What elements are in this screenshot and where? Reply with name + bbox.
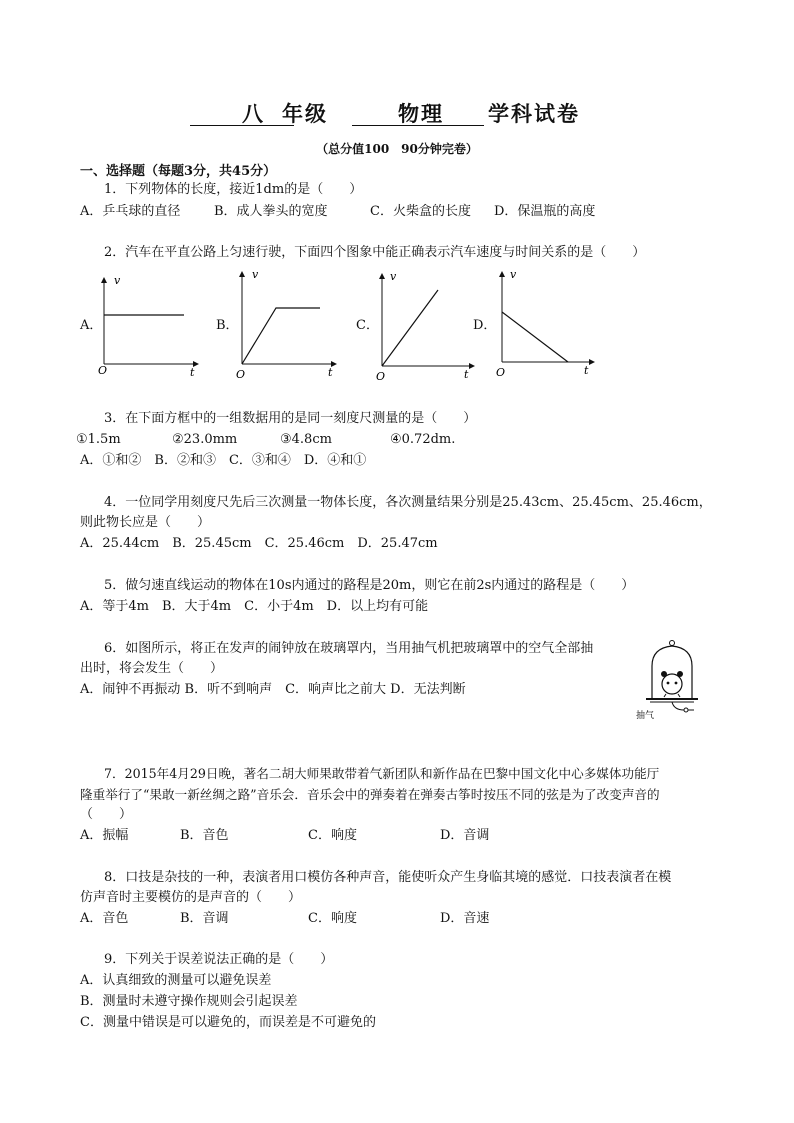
q9-option-a: A．认真细致的测量可以避免误差 [80, 973, 272, 988]
q4-stem-line1: 4．一位同学用刻度尺先后三次测量一物体长度，各次测量结果分别是25.43cm、25.45cm、25.46cm， [104, 495, 712, 510]
clock-leg [678, 694, 680, 697]
q9-stem: 9．下列关于误差说法正确的是（ ） [104, 952, 334, 967]
t-label: t [584, 364, 589, 377]
q9-option-b: B．测量时未遵守操作规则会引起误差 [80, 994, 298, 1009]
q2-label-c: C． [356, 318, 379, 333]
velocity-line [242, 308, 320, 364]
q7-stem-line3: （ ） [80, 807, 133, 822]
clock-face-mark [667, 682, 670, 685]
q3-data-2: ②23.0mm [172, 432, 238, 447]
grade-suffix: 年级 [282, 101, 328, 126]
q8-option-b: B．音调 [180, 911, 229, 926]
q3-data-4: ④0.72dm. [390, 432, 456, 447]
bell-jar-figure [636, 638, 716, 724]
q2-label-d: D． [473, 318, 497, 333]
q1-stem: 1．下列物体的长度，接近1dm的是（ ） [104, 182, 363, 197]
q3-data-1: ①1.5m [76, 432, 121, 447]
exam-suffix: 学科试卷 [488, 101, 580, 126]
q5-stem: 5．做匀速直线运动的物体在10s内通过的路程是20m，则它在前2s内通过的路程是（ ） [104, 578, 635, 593]
clock-bell-left [661, 671, 667, 677]
velocity-line [502, 312, 568, 362]
q4-stem-line2: 则此物长应是（ ） [80, 515, 211, 530]
q8-stem-line2: 仿声音时主要模仿的是声音的（ ） [80, 890, 302, 905]
alarm-clock-icon [662, 674, 682, 694]
vacuum-tube [672, 702, 684, 710]
t-label: t [464, 368, 469, 381]
q2-label-a: A． [80, 318, 103, 333]
origin-label: O [496, 366, 506, 379]
q1-option-b: B．成人拳头的宽度 [214, 204, 328, 219]
q7-stem-line2: 隆重举行了“果敢一新丝绸之路”音乐会．音乐会中的弹奏着在弹奏古筝时按压不同的弦是为了改变声音的 [80, 787, 660, 802]
origin-label: O [98, 364, 108, 377]
q2-graph-a [94, 270, 204, 378]
v-label: v [390, 270, 397, 283]
q7-option-a: A．振幅 [80, 828, 129, 843]
q7-option-b: B．音色 [180, 828, 229, 843]
q8-stem-line1: 8．口技是杂技的一种，表演者用口模仿各种声音，能使听众产生身临其境的感觉．口技表演者在模 [104, 870, 672, 885]
grade-value: 八 [242, 101, 265, 126]
q7-option-d: D．音调 [440, 828, 490, 843]
q5-options: A．等于4m B．大于4m C．小于4m D．以上均有可能 [80, 599, 429, 614]
v-label: v [114, 274, 121, 287]
origin-label: O [236, 368, 246, 381]
q9-option-c: C．测量中错误是可以避免的，而误差是不可避免的 [80, 1015, 376, 1030]
t-label: t [328, 366, 333, 379]
q3-stem: 3．在下面方框中的一组数据用的是同一刻度尺测量的是（ ） [104, 411, 477, 426]
subject-value: 物理 [398, 101, 444, 126]
q8-option-a: A．音色 [80, 911, 129, 926]
valve-icon [684, 708, 688, 712]
t-label: t [190, 366, 195, 378]
clock-bell-right [677, 671, 683, 677]
clock-face-mark [675, 682, 678, 685]
grade-underline [190, 125, 294, 126]
exam-title [190, 98, 610, 130]
section-title: 一、选择题（每题3分，共45分） [80, 164, 277, 179]
q6-stem-line1: 6．如图所示，将正在发声的闹钟放在玻璃罩内，当用抽气机把玻璃罩中的空气全部抽 [104, 641, 594, 656]
clock-leg [664, 694, 666, 697]
q8-option-c: C．响度 [308, 911, 357, 926]
q2-graph-b [232, 264, 344, 382]
subject-underline [352, 125, 484, 126]
exam-subtitle: （总分值100 90分钟完卷） [316, 142, 478, 156]
q1-option-c: C．火柴盒的长度 [370, 204, 471, 219]
q1-option-a: A．乒乓球的直径 [80, 204, 181, 219]
v-label: v [510, 268, 517, 281]
jar-knob [670, 641, 675, 646]
velocity-line [382, 290, 438, 366]
q3-options: A．①和② B．②和③ C．③和④ D．④和① [80, 453, 367, 468]
q7-option-c: C．响度 [308, 828, 357, 843]
q6-stem-line2: 出时，将会发生（ ） [80, 661, 224, 676]
q4-options: A．25.44cm B．25.45cm C．25.46cm D．25.47cm [80, 536, 438, 551]
q6-options: A．闹钟不再振动 B．听不到响声 C．响声比之前大 D．无法判断 [80, 682, 466, 697]
pump-label: 抽气 [636, 711, 655, 721]
q3-data-3: ③4.8cm [280, 432, 332, 447]
q2-label-b: B． [216, 318, 239, 333]
q7-stem-line1: 7．2015年4月29日晚，著名二胡大师果敢带着气新团队和新作品在巴黎中国文化中心多媒体功能厅 [104, 766, 660, 781]
v-label: v [252, 268, 259, 281]
q2-stem: 2．汽车在平直公路上匀速行驶，下面四个图象中能正确表示汽车速度与时间关系的是（ ） [104, 245, 646, 260]
q2-graph-c [372, 266, 480, 384]
q2-graph-d [492, 264, 600, 380]
q1-option-d: D．保温瓶的高度 [494, 204, 596, 219]
origin-label: O [376, 370, 386, 383]
q8-option-d: D．音速 [440, 911, 490, 926]
